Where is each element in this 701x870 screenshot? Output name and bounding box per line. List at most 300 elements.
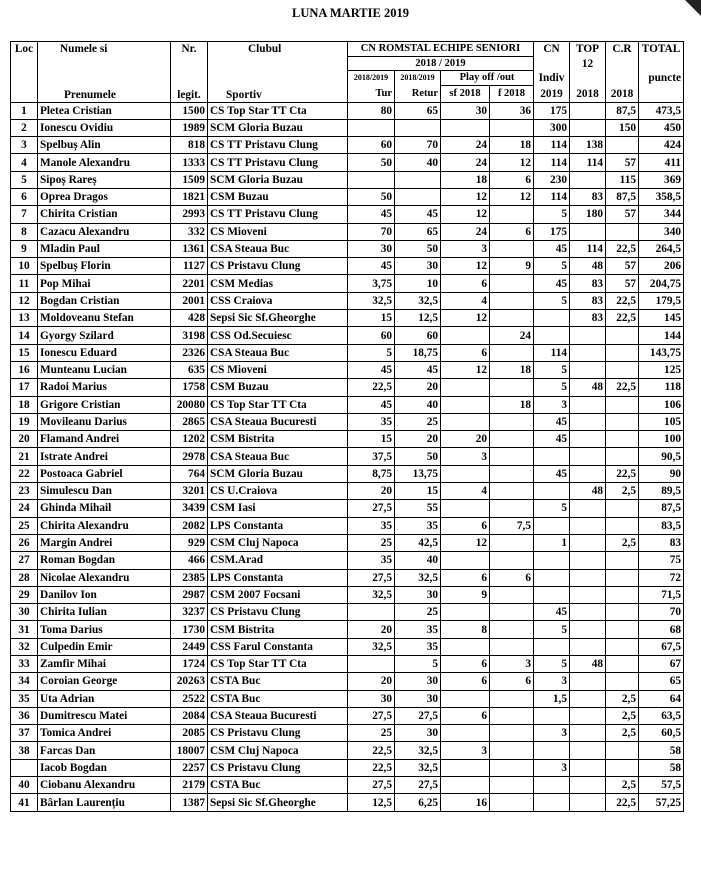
f-cell: 12 xyxy=(490,154,534,171)
top12-cell xyxy=(570,638,606,655)
name-cell: Pletea Cristian xyxy=(38,102,171,119)
club-cell: CS Pristavu Clung xyxy=(208,258,348,275)
sf-cell xyxy=(441,379,490,396)
license-cell: 1127 xyxy=(171,258,208,275)
club-cell: CSM Cluj Napoca xyxy=(208,742,348,759)
rank-cell: 25 xyxy=(11,517,38,534)
retur-cell: 45 xyxy=(395,206,441,223)
name-cell: Radoi Marius xyxy=(38,379,171,396)
tur-cell xyxy=(348,656,395,673)
total-cell: 67,5 xyxy=(639,638,684,655)
tur-cell: 15 xyxy=(348,431,395,448)
f-cell xyxy=(490,483,534,500)
cr-cell xyxy=(606,759,639,776)
retur-cell: 65 xyxy=(395,223,441,240)
retur-cell: 35 xyxy=(395,517,441,534)
f-cell: 7,5 xyxy=(490,517,534,534)
cr-cell: 2,5 xyxy=(606,483,639,500)
cr-cell xyxy=(606,569,639,586)
name-cell: Zamfir Mihai xyxy=(38,656,171,673)
top12-cell xyxy=(570,586,606,603)
club-cell: CS Top Star TT Cta xyxy=(208,102,348,119)
total-cell: 75 xyxy=(639,552,684,569)
retur-cell: 6,25 xyxy=(395,794,441,811)
total-cell: 144 xyxy=(639,327,684,344)
tur-cell: 12,5 xyxy=(348,794,395,811)
name-cell: Dumitrescu Matei xyxy=(38,707,171,724)
tur-cell: 35 xyxy=(348,413,395,430)
sf-cell: 12 xyxy=(441,258,490,275)
cn-indiv-cell: 5 xyxy=(534,292,570,309)
sf-cell xyxy=(441,396,490,413)
cr-cell: 87,5 xyxy=(606,102,639,119)
header-total: TOTAL xyxy=(639,42,684,57)
retur-cell: 45 xyxy=(395,361,441,378)
name-cell: Chirita Iulian xyxy=(38,604,171,621)
cn-indiv-cell: 5 xyxy=(534,621,570,638)
cn-indiv-cell: 114 xyxy=(534,137,570,154)
rank-cell: 1 xyxy=(11,102,38,119)
sf-cell: 3 xyxy=(441,240,490,257)
rank-cell: 30 xyxy=(11,604,38,621)
f-cell xyxy=(490,119,534,136)
tur-cell: 25 xyxy=(348,534,395,551)
name-cell: Iacob Bogdan xyxy=(38,759,171,776)
tur-cell: 5 xyxy=(348,344,395,361)
top12-cell xyxy=(570,759,606,776)
club-cell: CSTA Buc xyxy=(208,690,348,707)
club-cell: CSM Iasi xyxy=(208,500,348,517)
f-cell xyxy=(490,707,534,724)
retur-cell: 20 xyxy=(395,379,441,396)
cr-cell xyxy=(606,638,639,655)
tur-cell: 37,5 xyxy=(348,448,395,465)
sf-cell xyxy=(441,777,490,794)
table-row xyxy=(11,742,684,759)
club-cell: Sepsi Sic Sf.Gheorghe xyxy=(208,310,348,327)
header-retur: Retur xyxy=(395,86,441,103)
f-cell xyxy=(490,777,534,794)
club-cell: CSA Steaua Buc xyxy=(208,240,348,257)
total-cell: 87,5 xyxy=(639,500,684,517)
name-cell: Munteanu Lucian xyxy=(38,361,171,378)
table-row xyxy=(11,534,684,551)
header-cr-year: 2018 xyxy=(606,86,639,103)
tur-cell: 32,5 xyxy=(348,292,395,309)
f-cell: 6 xyxy=(490,673,534,690)
rank-cell: 11 xyxy=(11,275,38,292)
cr-cell xyxy=(606,742,639,759)
name-cell: Roman Bogdan xyxy=(38,552,171,569)
club-cell: LPS Constanta xyxy=(208,569,348,586)
club-cell: CSM.Arad xyxy=(208,552,348,569)
cn-indiv-cell xyxy=(534,777,570,794)
name-cell: Bârlan Laurențiu xyxy=(38,794,171,811)
club-cell: CS TT Pristavu Clung xyxy=(208,206,348,223)
table-row xyxy=(11,327,684,344)
total-cell: 125 xyxy=(639,361,684,378)
top12-cell xyxy=(570,431,606,448)
license-cell: 1730 xyxy=(171,621,208,638)
retur-cell: 32,5 xyxy=(395,759,441,776)
total-cell: 90 xyxy=(639,465,684,482)
table-row xyxy=(11,413,684,430)
cn-indiv-cell xyxy=(534,310,570,327)
cn-indiv-cell: 175 xyxy=(534,102,570,119)
f-cell xyxy=(490,292,534,309)
top12-cell xyxy=(570,344,606,361)
name-cell: Toma Darius xyxy=(38,621,171,638)
cr-cell xyxy=(606,344,639,361)
retur-cell: 60 xyxy=(395,327,441,344)
f-cell xyxy=(490,448,534,465)
total-cell: 424 xyxy=(639,137,684,154)
license-cell: 1387 xyxy=(171,794,208,811)
top12-cell xyxy=(570,102,606,119)
header-legit: legit. xyxy=(171,86,208,103)
sf-cell: 30 xyxy=(441,102,490,119)
f-cell: 9 xyxy=(490,258,534,275)
sf-cell xyxy=(441,759,490,776)
retur-cell: 70 xyxy=(395,137,441,154)
license-cell: 2179 xyxy=(171,777,208,794)
club-cell: CSA Steaua Buc xyxy=(208,448,348,465)
name-cell: Farcas Dan xyxy=(38,742,171,759)
rank-cell: 40 xyxy=(11,777,38,794)
name-cell: Oprea Dragos xyxy=(38,188,171,205)
f-cell xyxy=(490,275,534,292)
sf-cell: 6 xyxy=(441,569,490,586)
cr-cell xyxy=(606,431,639,448)
sf-cell: 3 xyxy=(441,448,490,465)
cn-indiv-cell: 45 xyxy=(534,465,570,482)
sf-cell: 12 xyxy=(441,310,490,327)
table-row xyxy=(11,500,684,517)
total-cell: 58 xyxy=(639,742,684,759)
top12-cell xyxy=(570,396,606,413)
tur-cell: 32,5 xyxy=(348,586,395,603)
rank-cell: 10 xyxy=(11,258,38,275)
table-row xyxy=(11,621,684,638)
table-row xyxy=(11,292,684,309)
header-tur-season: 2018/2019 xyxy=(348,71,395,86)
ranking-table xyxy=(10,41,684,812)
cn-indiv-cell: 300 xyxy=(534,119,570,136)
club-cell: CS Pristavu Clung xyxy=(208,759,348,776)
sf-cell xyxy=(441,690,490,707)
top12-cell xyxy=(570,465,606,482)
total-cell: 340 xyxy=(639,223,684,240)
table-row xyxy=(11,206,684,223)
header-cn-echipe-season: 2018 / 2019 xyxy=(348,57,534,71)
tur-cell: 35 xyxy=(348,552,395,569)
cn-indiv-cell xyxy=(534,586,570,603)
license-cell: 332 xyxy=(171,223,208,240)
cn-indiv-cell: 114 xyxy=(534,188,570,205)
rank-cell: 19 xyxy=(11,413,38,430)
retur-cell: 50 xyxy=(395,448,441,465)
club-cell: CS Pristavu Clung xyxy=(208,604,348,621)
f-cell xyxy=(490,500,534,517)
table-row xyxy=(11,448,684,465)
f-cell xyxy=(490,742,534,759)
retur-cell: 40 xyxy=(395,552,441,569)
name-cell: Coroian George xyxy=(38,673,171,690)
cn-indiv-cell: 3 xyxy=(534,673,570,690)
header-loc: Loc xyxy=(11,42,38,57)
cn-indiv-cell: 5 xyxy=(534,379,570,396)
top12-cell xyxy=(570,794,606,811)
table-row xyxy=(11,465,684,482)
sf-cell xyxy=(441,725,490,742)
license-cell: 3201 xyxy=(171,483,208,500)
club-cell: LPS Constanta xyxy=(208,517,348,534)
cr-cell: 150 xyxy=(606,119,639,136)
tur-cell: 50 xyxy=(348,188,395,205)
f-cell xyxy=(490,344,534,361)
license-cell: 3439 xyxy=(171,500,208,517)
name-cell: Culpedin Emir xyxy=(38,638,171,655)
total-cell: 118 xyxy=(639,379,684,396)
total-cell: 72 xyxy=(639,569,684,586)
sf-cell: 6 xyxy=(441,673,490,690)
top12-cell xyxy=(570,621,606,638)
top12-cell xyxy=(570,361,606,378)
top12-cell xyxy=(570,690,606,707)
cn-indiv-cell: 114 xyxy=(534,154,570,171)
cn-indiv-cell xyxy=(534,517,570,534)
f-cell xyxy=(490,725,534,742)
f-cell: 18 xyxy=(490,137,534,154)
name-cell: Simulescu Dan xyxy=(38,483,171,500)
cn-indiv-cell: 5 xyxy=(534,206,570,223)
rank-cell: 6 xyxy=(11,188,38,205)
sf-cell xyxy=(441,327,490,344)
f-cell xyxy=(490,431,534,448)
tur-cell xyxy=(348,119,395,136)
cn-indiv-cell: 114 xyxy=(534,344,570,361)
club-cell: CS Mioveni xyxy=(208,361,348,378)
rank-cell: 20 xyxy=(11,431,38,448)
license-cell: 2257 xyxy=(171,759,208,776)
sf-cell: 24 xyxy=(441,223,490,240)
retur-cell: 30 xyxy=(395,586,441,603)
tur-cell xyxy=(348,604,395,621)
retur-cell: 40 xyxy=(395,154,441,171)
total-cell: 83 xyxy=(639,534,684,551)
sf-cell: 6 xyxy=(441,707,490,724)
license-cell: 428 xyxy=(171,310,208,327)
tur-cell: 45 xyxy=(348,206,395,223)
header-sportiv: Sportiv xyxy=(208,86,348,103)
license-cell: 2978 xyxy=(171,448,208,465)
table-row xyxy=(11,154,684,171)
sf-cell: 12 xyxy=(441,188,490,205)
club-cell: Sepsi Sic Sf.Gheorghe xyxy=(208,794,348,811)
name-cell: Moldoveanu Stefan xyxy=(38,310,171,327)
total-cell: 106 xyxy=(639,396,684,413)
cr-cell: 22,5 xyxy=(606,292,639,309)
retur-cell: 35 xyxy=(395,621,441,638)
rank-cell: 3 xyxy=(11,137,38,154)
retur-cell: 10 xyxy=(395,275,441,292)
total-cell: 60,5 xyxy=(639,725,684,742)
license-cell: 20263 xyxy=(171,673,208,690)
f-cell xyxy=(490,534,534,551)
retur-cell: 5 xyxy=(395,656,441,673)
retur-cell: 20 xyxy=(395,431,441,448)
club-cell: CSM Buzau xyxy=(208,188,348,205)
cn-indiv-cell: 45 xyxy=(534,240,570,257)
sf-cell: 3 xyxy=(441,742,490,759)
header-club: Clubul xyxy=(208,42,348,57)
tur-cell: 30 xyxy=(348,690,395,707)
sf-cell: 18 xyxy=(441,171,490,188)
f-cell xyxy=(490,759,534,776)
retur-cell: 30 xyxy=(395,690,441,707)
cn-indiv-cell: 5 xyxy=(534,656,570,673)
table-row xyxy=(11,638,684,655)
tur-cell: 22,5 xyxy=(348,759,395,776)
table-row xyxy=(11,188,684,205)
rank-cell: 16 xyxy=(11,361,38,378)
header-retur-season: 2018/2019 xyxy=(395,71,441,86)
club-cell: CSS Od.Secuiesc xyxy=(208,327,348,344)
name-cell: Margin Andrei xyxy=(38,534,171,551)
license-cell: 1989 xyxy=(171,119,208,136)
total-cell: 369 xyxy=(639,171,684,188)
cr-cell: 57 xyxy=(606,154,639,171)
name-cell: Mladin Paul xyxy=(38,240,171,257)
license-cell: 2326 xyxy=(171,344,208,361)
rank-cell: 28 xyxy=(11,569,38,586)
rank-cell: 35 xyxy=(11,690,38,707)
name-cell: Movileanu Darius xyxy=(38,413,171,430)
rank-cell: 2 xyxy=(11,119,38,136)
page-corner-fold-icon xyxy=(685,0,701,16)
license-cell: 18007 xyxy=(171,742,208,759)
top12-cell: 83 xyxy=(570,188,606,205)
name-cell: Pop Mihai xyxy=(38,275,171,292)
header-top12-year: 2018 xyxy=(570,86,606,103)
rank-cell: 4 xyxy=(11,154,38,171)
header-f: f 2018 xyxy=(490,86,534,103)
top12-cell xyxy=(570,725,606,742)
f-cell xyxy=(490,638,534,655)
top12-cell: 114 xyxy=(570,240,606,257)
top12-cell: 114 xyxy=(570,154,606,171)
rank-cell: 22 xyxy=(11,465,38,482)
name-cell: Ionescu Eduard xyxy=(38,344,171,361)
license-cell: 2084 xyxy=(171,707,208,724)
sf-cell: 24 xyxy=(441,154,490,171)
tur-cell: 60 xyxy=(348,137,395,154)
table-row xyxy=(11,690,684,707)
total-cell: 145 xyxy=(639,310,684,327)
name-cell: Cazacu Alexandru xyxy=(38,223,171,240)
club-cell: CSS Farul Constanta xyxy=(208,638,348,655)
cn-indiv-cell: 230 xyxy=(534,171,570,188)
retur-cell: 27,5 xyxy=(395,707,441,724)
license-cell: 2001 xyxy=(171,292,208,309)
table-row xyxy=(11,310,684,327)
cn-indiv-cell: 3 xyxy=(534,725,570,742)
name-cell: Manole Alexandru xyxy=(38,154,171,171)
club-cell: CS TT Pristavu Clung xyxy=(208,137,348,154)
top12-cell: 48 xyxy=(570,656,606,673)
license-cell: 2082 xyxy=(171,517,208,534)
f-cell xyxy=(490,586,534,603)
table-row xyxy=(11,569,684,586)
tur-cell: 30 xyxy=(348,240,395,257)
f-cell: 6 xyxy=(490,171,534,188)
sf-cell: 20 xyxy=(441,431,490,448)
cn-indiv-cell: 3 xyxy=(534,759,570,776)
name-cell: Spelbuș Alin xyxy=(38,137,171,154)
rank-cell: 36 xyxy=(11,707,38,724)
name-cell: Danilov Ion xyxy=(38,586,171,603)
rank-cell xyxy=(11,759,38,776)
name-cell: Postoaca Gabriel xyxy=(38,465,171,482)
header-name: Numele si xyxy=(38,42,171,57)
table-row xyxy=(11,517,684,534)
cr-cell xyxy=(606,137,639,154)
f-cell xyxy=(490,621,534,638)
name-cell: Gyorgy Szilard xyxy=(38,327,171,344)
license-cell: 2085 xyxy=(171,725,208,742)
club-cell: SCM Gloria Buzau xyxy=(208,171,348,188)
retur-cell xyxy=(395,188,441,205)
club-cell: CSM Medias xyxy=(208,275,348,292)
rank-cell: 23 xyxy=(11,483,38,500)
license-cell: 1821 xyxy=(171,188,208,205)
retur-cell: 13,75 xyxy=(395,465,441,482)
license-cell: 1724 xyxy=(171,656,208,673)
name-cell: Istrate Andrei xyxy=(38,448,171,465)
total-cell: 57,5 xyxy=(639,777,684,794)
cr-cell xyxy=(606,396,639,413)
cr-cell: 115 xyxy=(606,171,639,188)
cr-cell xyxy=(606,500,639,517)
retur-cell: 40 xyxy=(395,396,441,413)
table-row xyxy=(11,777,684,794)
retur-cell: 35 xyxy=(395,638,441,655)
cr-cell: 2,5 xyxy=(606,690,639,707)
f-cell xyxy=(490,206,534,223)
cr-cell xyxy=(606,223,639,240)
table-row xyxy=(11,379,684,396)
top12-cell xyxy=(570,223,606,240)
table-row xyxy=(11,119,684,136)
club-cell: SCM Gloria Buzau xyxy=(208,465,348,482)
sf-cell: 4 xyxy=(441,483,490,500)
table-row xyxy=(11,552,684,569)
cn-indiv-cell xyxy=(534,638,570,655)
name-cell: Ionescu Ovidiu xyxy=(38,119,171,136)
cr-cell: 22,5 xyxy=(606,240,639,257)
cn-indiv-cell: 5 xyxy=(534,258,570,275)
tur-cell: 32,5 xyxy=(348,638,395,655)
tur-cell xyxy=(348,171,395,188)
f-cell: 6 xyxy=(490,569,534,586)
club-cell: CS Top Star TT Cta xyxy=(208,656,348,673)
retur-cell: 30 xyxy=(395,673,441,690)
table-row xyxy=(11,759,684,776)
club-cell: CSA Steaua Bucuresti xyxy=(208,413,348,430)
table-row xyxy=(11,137,684,154)
name-cell: Tomica Andrei xyxy=(38,725,171,742)
rank-cell: 7 xyxy=(11,206,38,223)
